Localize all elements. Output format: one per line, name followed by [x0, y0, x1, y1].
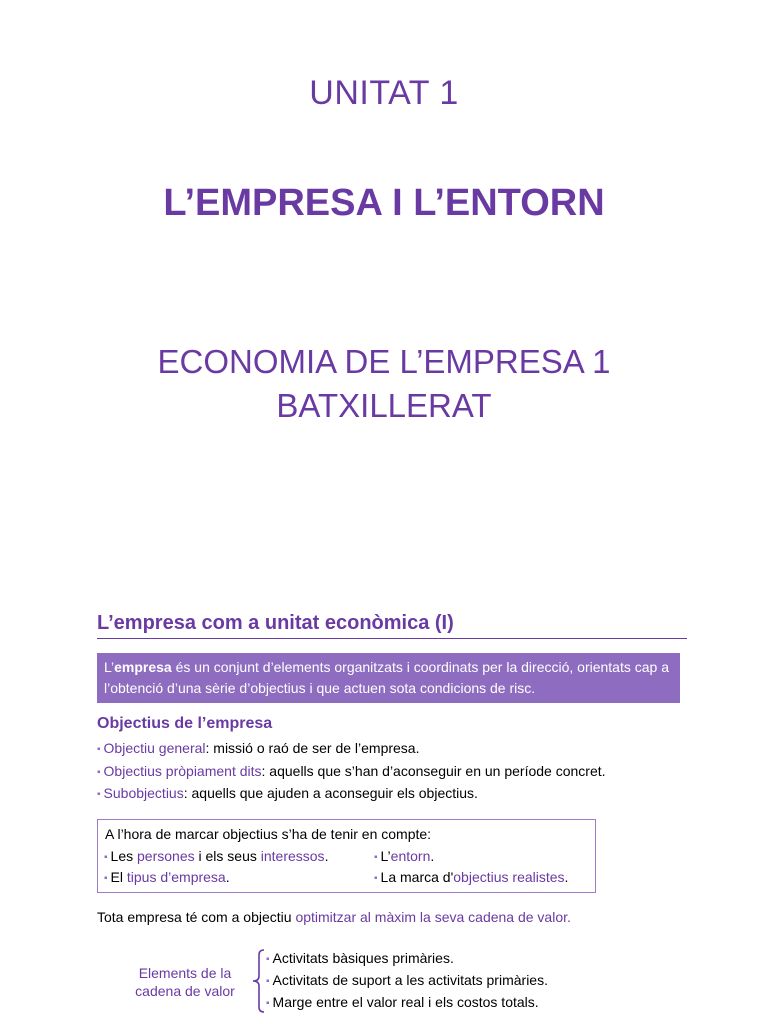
consider-item-people: [104, 846, 328, 868]
list-item: [97, 761, 697, 784]
consider-row-1: [98, 846, 595, 867]
definition-prefix: L’: [104, 659, 115, 675]
subject-line-2: BATXILLERAT: [276, 387, 492, 424]
consider-text: .: [324, 848, 329, 864]
total-highlight: optimitzar al màxim la seva cadena de valor.: [295, 909, 571, 925]
consider-text: i els seus: [194, 848, 261, 864]
total-prefix: Tota empresa té com a objectiu: [97, 909, 296, 925]
list-item: [266, 970, 548, 992]
subject-line-1: ECONOMIA DE L’EMPRESA 1: [157, 343, 611, 380]
chain-label-line-1: Elements de la: [138, 965, 232, 981]
objective-term: Subobjectius: [103, 785, 184, 801]
bullet-icon: ▪: [266, 976, 270, 987]
consider-text: La marca d': [380, 869, 454, 885]
chain-item-text: Marge entre el valor real i els costos totals.: [272, 994, 539, 1010]
consider-intro: A l’hora de marcar objectius s’ha de tenir en compte:: [105, 826, 432, 842]
bullet-icon: ▪: [266, 954, 270, 965]
consider-text: El: [110, 869, 127, 885]
subject-title: [0, 340, 768, 428]
consider-text: Les: [110, 848, 138, 864]
brace-icon: [250, 948, 266, 1014]
objective-text: : aquells que s’han d’aconseguir en un període concret.: [261, 762, 606, 779]
chain-item-text: Activitats de suport a les activitats primàries.: [272, 972, 548, 988]
list-item: [97, 738, 697, 761]
consider-box: [97, 819, 596, 893]
bullet-icon: ▪: [97, 766, 101, 778]
consider-text: .: [564, 869, 569, 885]
consider-item-environment: [374, 846, 434, 868]
list-item: [266, 992, 548, 1014]
consider-highlight: objectius realistes: [453, 869, 565, 885]
chain-label-line-2: cadena de valor: [135, 983, 235, 999]
chain-label: [130, 964, 240, 1000]
definition-term: empresa: [114, 659, 172, 675]
total-objective-line: [97, 909, 571, 925]
main-title: L’EMPRESA I L’ENTORN: [163, 182, 605, 224]
objective-text: : aquells que ajuden a aconseguir els objectius.: [183, 785, 478, 801]
chain-list: [266, 948, 548, 1014]
section-heading: L’empresa com a unitat econòmica (I): [97, 612, 687, 639]
objective-text: : missió o raó de ser de l’empresa.: [205, 740, 420, 756]
consider-highlight: entorn: [390, 848, 431, 864]
objectives-list: [97, 738, 697, 806]
bullet-icon: ▪: [97, 789, 101, 800]
chain-item-text: Activitats bàsiques primàries.: [272, 950, 454, 966]
unit-title: UNITAT 1: [309, 74, 459, 112]
consider-row-2: [98, 867, 595, 888]
consider-text: .: [225, 869, 230, 885]
consider-highlight: persones: [137, 848, 195, 864]
consider-highlight: interessos: [260, 848, 325, 864]
bullet-icon: ▪: [374, 873, 378, 884]
bullet-icon: ▪: [374, 852, 378, 863]
objectives-heading: Objectius de l’empresa: [97, 715, 273, 732]
list-item: [97, 783, 697, 806]
consider-highlight: tipus d’empresa: [126, 869, 226, 885]
bullet-icon: ▪: [104, 873, 108, 884]
consider-item-realistic: [374, 867, 568, 889]
bullet-icon: ▪: [97, 744, 101, 755]
definition-box: [97, 653, 680, 703]
consider-text: .: [430, 848, 435, 864]
definition-text: és un conjunt d’elements organitzats i coordinats per la direcció, orientats cap a l’obtenció d’una sèrie d’objectius i que actuen sota condicions de risc.: [104, 659, 669, 696]
objective-term: Objectius pròpiament dits: [103, 762, 262, 779]
bullet-icon: ▪: [104, 852, 108, 863]
list-item: [266, 948, 548, 970]
bullet-icon: ▪: [266, 998, 270, 1009]
consider-item-company-type: [104, 867, 230, 889]
objective-term: Objectiu general: [103, 740, 206, 756]
consider-text: L’: [380, 848, 391, 864]
